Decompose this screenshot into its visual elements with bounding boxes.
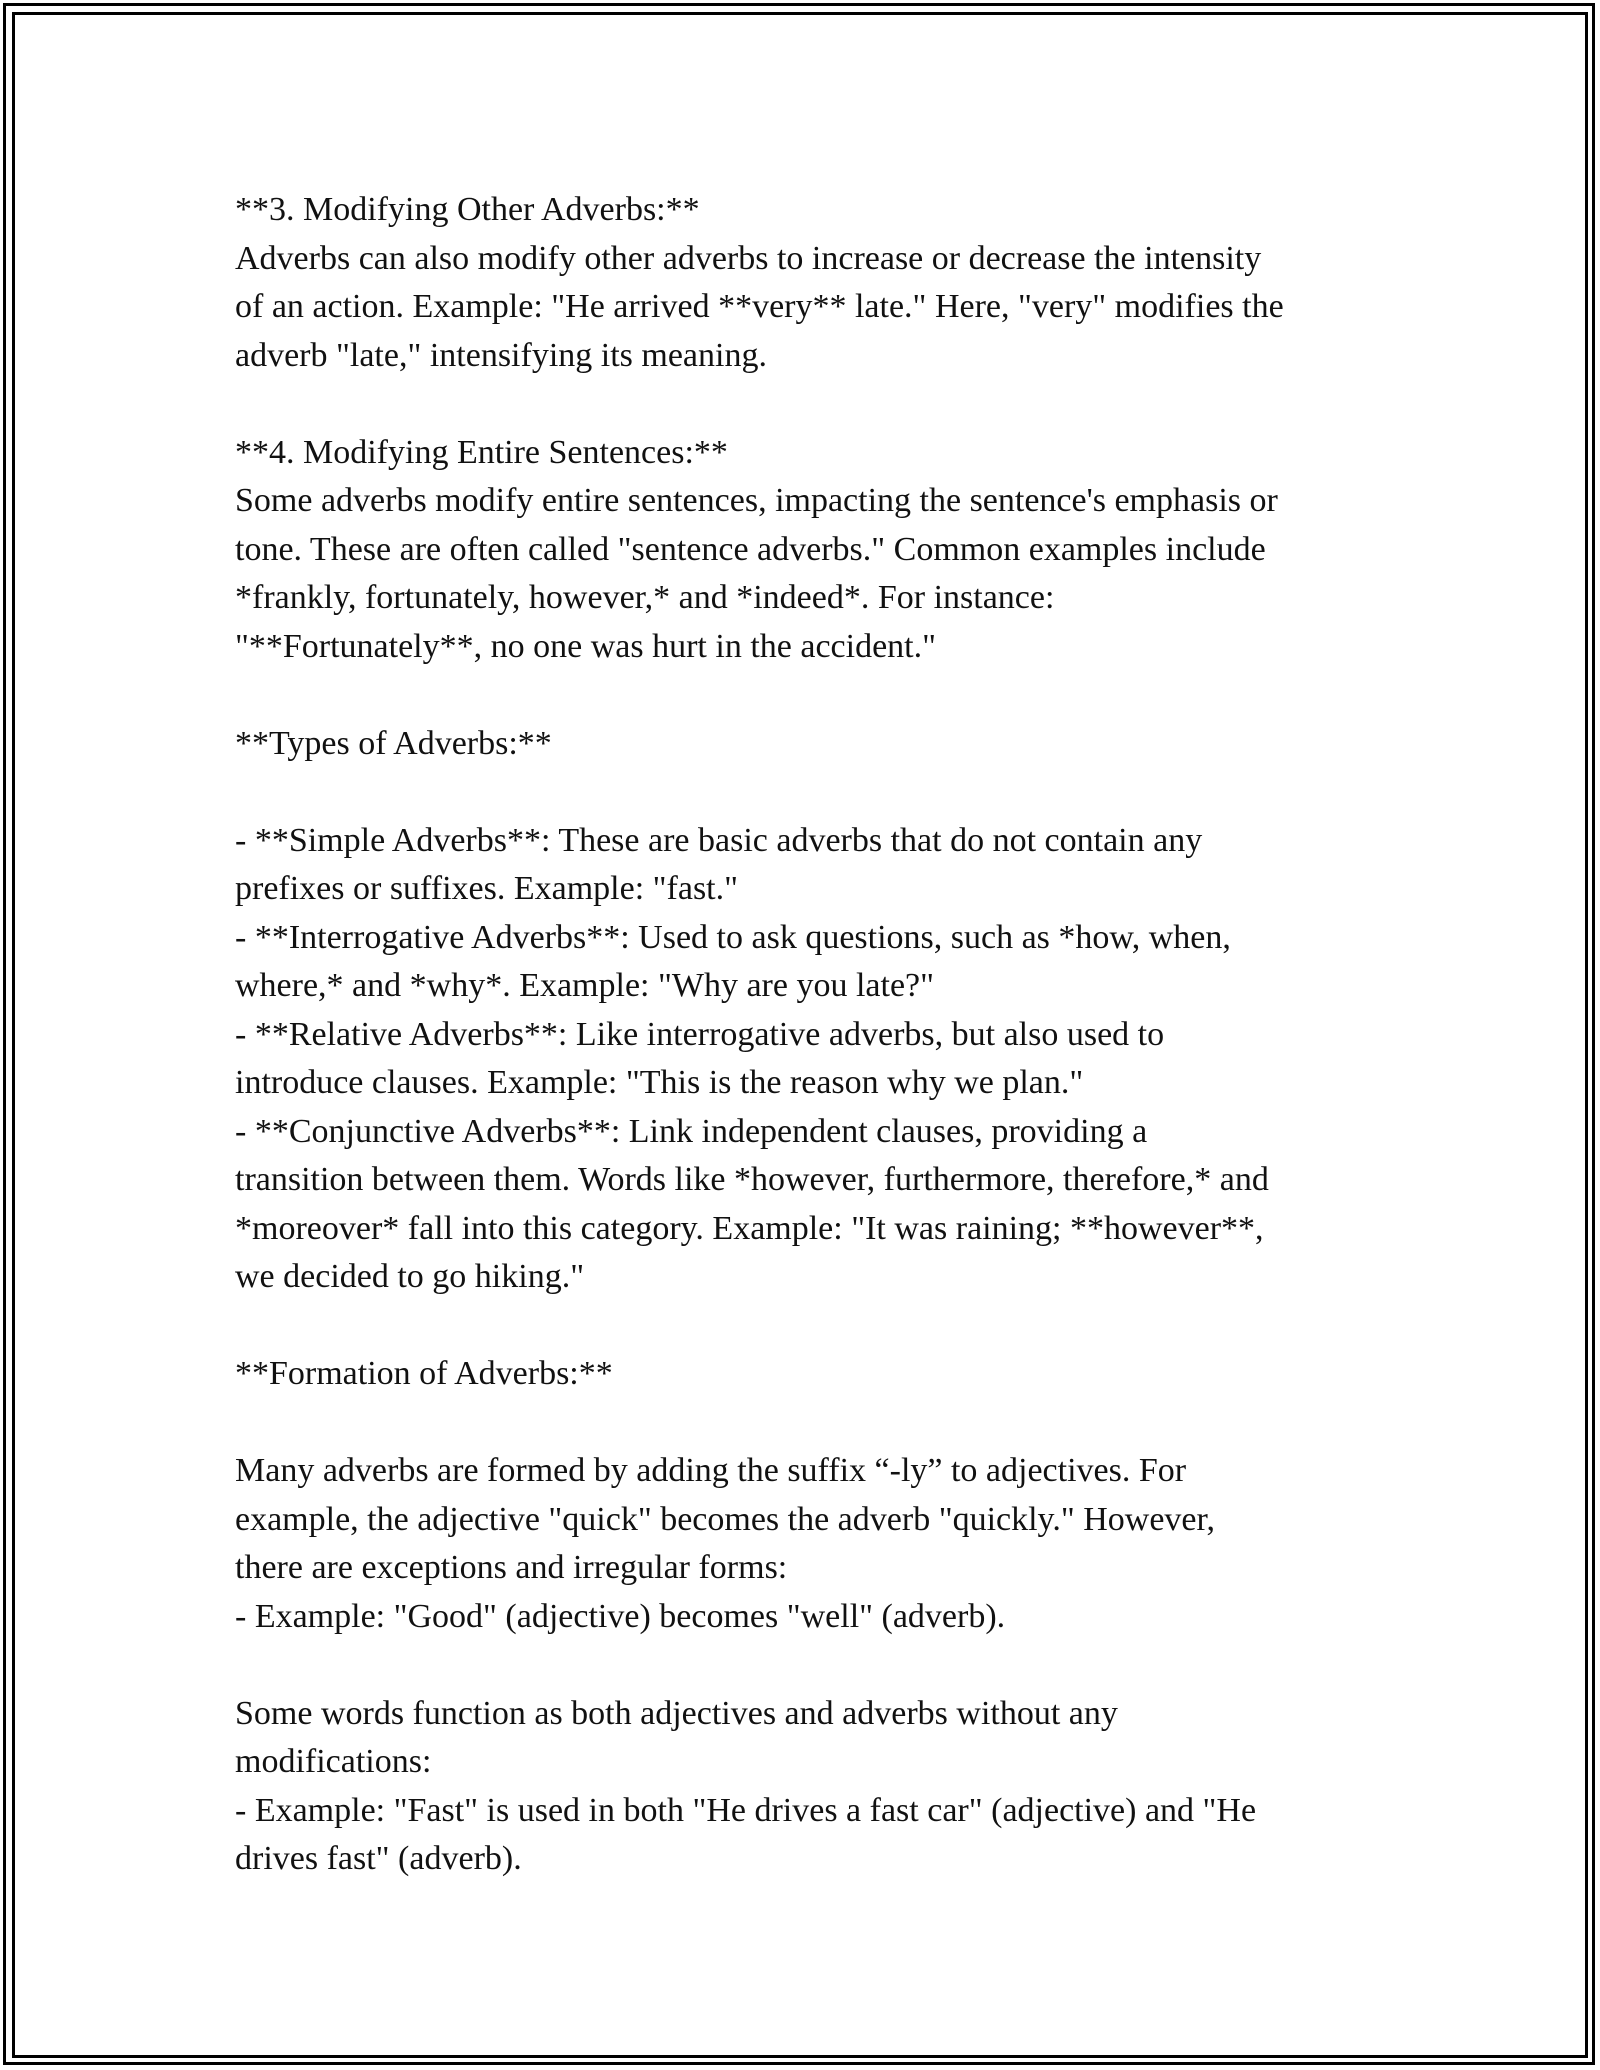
list-item-line: - **Interrogative Adverbs**: Used to ask questions, such as *how, when, bbox=[235, 918, 1231, 956]
document-body bbox=[235, 186, 1385, 1884]
list-item-line: where,* and *why*. Example: "Why are you late?" bbox=[235, 967, 935, 1004]
paragraph-line: "**Fortunately**, no one was hurt in the accident." bbox=[235, 627, 936, 665]
section-heading: **Types of Adverbs:** bbox=[235, 724, 552, 762]
section-types-of-adverbs-list bbox=[235, 817, 1385, 1302]
section-heading: **3. Modifying Other Adverbs:** bbox=[235, 191, 700, 228]
section-modifying-other-adverbs bbox=[235, 186, 1385, 380]
paragraph-gap bbox=[235, 1399, 1385, 1448]
section-types-of-adverbs-heading bbox=[235, 720, 1385, 769]
list-item-line: introduce clauses. Example: "This is the reason why we plan." bbox=[235, 1064, 1084, 1101]
paragraph-line: drives fast" (adverb). bbox=[235, 1840, 522, 1877]
paragraph-line: *frankly, fortunately, however,* and *indeed*. For instance: bbox=[235, 579, 1055, 616]
paragraph-line: Some words function as both adjectives and adverbs without any bbox=[235, 1694, 1118, 1732]
paragraph-gap bbox=[235, 1641, 1385, 1690]
paragraph-line: tone. These are often called "sentence adverbs." Common examples include bbox=[235, 530, 1266, 568]
list-item-line: - **Conjunctive Adverbs**: Link independent clauses, providing a bbox=[235, 1112, 1148, 1150]
section-dual-function-paragraph bbox=[235, 1690, 1385, 1884]
paragraph-line: modifications: bbox=[235, 1743, 432, 1780]
paragraph-gap bbox=[235, 671, 1385, 720]
section-formation-heading bbox=[235, 1350, 1385, 1399]
paragraph-line: - Example: "Fast" is used in both "He drives a fast car" (adjective) and "He bbox=[235, 1791, 1257, 1829]
list-item-line: transition between them. Words like *however, furthermore, therefore,* and bbox=[235, 1161, 1269, 1198]
paragraph-line: of an action. Example: "He arrived **very** late." Here, "very" modifies the bbox=[235, 288, 1284, 325]
list-item-line: - **Relative Adverbs**: Like interrogative adverbs, but also used to bbox=[235, 1015, 1165, 1053]
section-heading: **Formation of Adverbs:** bbox=[235, 1355, 613, 1392]
list-item-line: prefixes or suffixes. Example: "fast." bbox=[235, 870, 738, 907]
list-item-line: *moreover* fall into this category. Example: "It was raining; **however**, bbox=[235, 1209, 1264, 1247]
paragraph-line: example, the adjective "quick" becomes the adverb "quickly." However, bbox=[235, 1500, 1215, 1538]
paragraph-line: Many adverbs are formed by adding the suffix “-ly” to adjectives. For bbox=[235, 1452, 1187, 1489]
paragraph-gap bbox=[235, 380, 1385, 429]
paragraph-gap bbox=[235, 1302, 1385, 1351]
paragraph-line: - Example: "Good" (adjective) becomes "well" (adverb). bbox=[235, 1597, 1006, 1635]
paragraph-line: adverb "late," intensifying its meaning. bbox=[235, 336, 767, 374]
paragraph-line: there are exceptions and irregular forms: bbox=[235, 1549, 788, 1586]
paragraph-line: Adverbs can also modify other adverbs to increase or decrease the intensity bbox=[235, 239, 1262, 277]
paragraph-gap bbox=[235, 768, 1385, 817]
section-heading: **4. Modifying Entire Sentences:** bbox=[235, 433, 728, 471]
paragraph-line: Some adverbs modify entire sentences, impacting the sentence's emphasis or bbox=[235, 482, 1278, 519]
list-item-line: we decided to go hiking." bbox=[235, 1258, 585, 1295]
list-item-line: - **Simple Adverbs**: These are basic adverbs that do not contain any bbox=[235, 821, 1203, 859]
section-modifying-entire-sentences bbox=[235, 429, 1385, 672]
section-formation-paragraph bbox=[235, 1447, 1385, 1641]
